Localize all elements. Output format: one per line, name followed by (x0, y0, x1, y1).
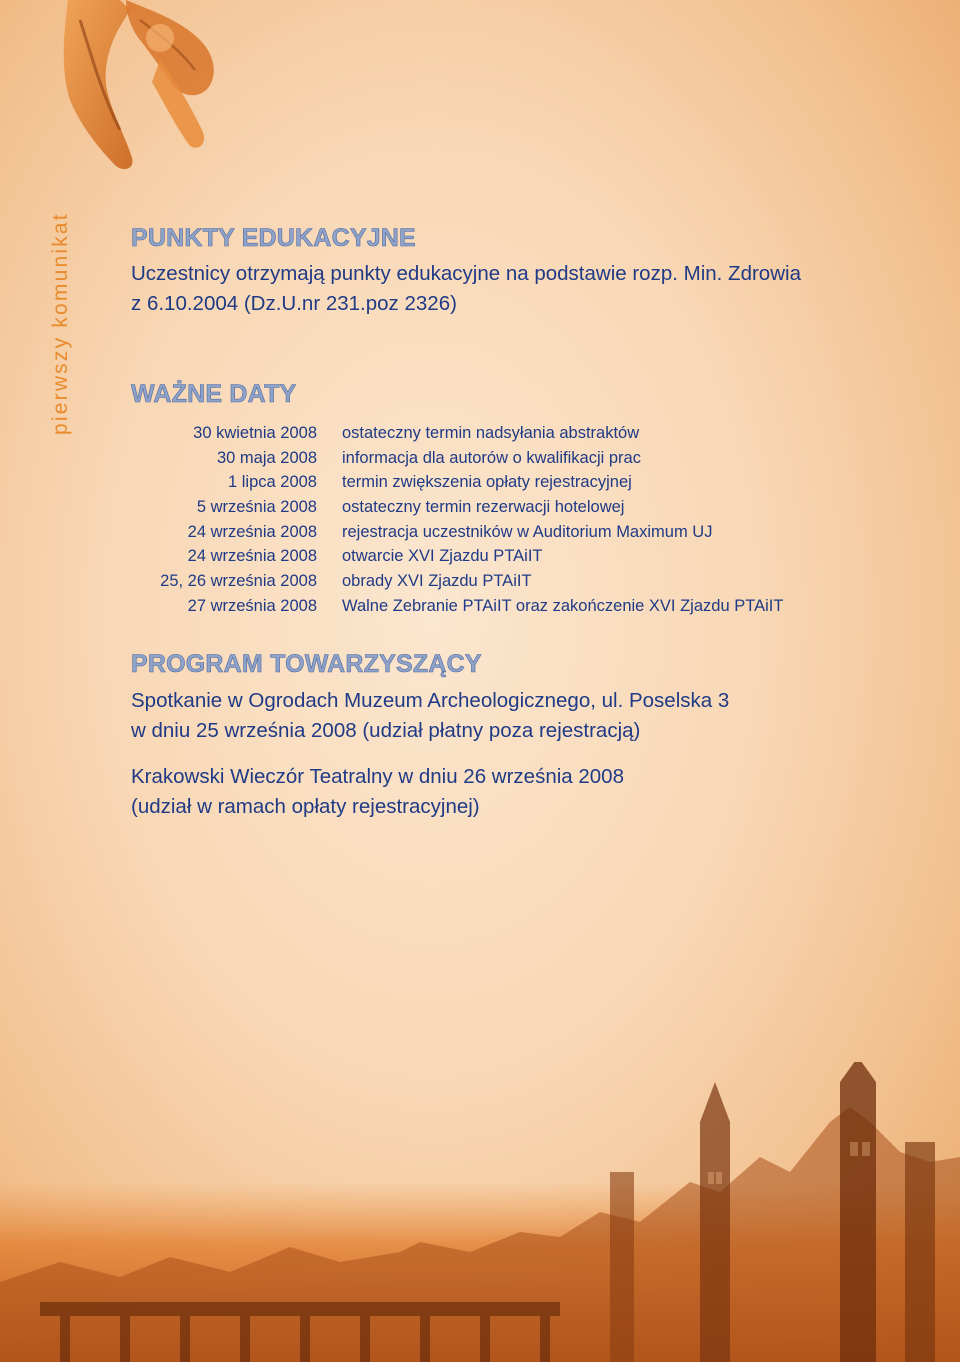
city-skyline-illustration (0, 1062, 960, 1362)
event-cell: Walne Zebranie PTAiIT oraz zakończenie XVI Zjazdu PTAiIT (342, 596, 784, 615)
date-row (131, 544, 851, 569)
event-cell: ostateczny termin nadsyłania abstraktów (342, 423, 640, 442)
event-cell: obrady XVI Zjazdu PTAiIT (342, 571, 532, 590)
date-row (131, 594, 851, 619)
important-dates-table (131, 421, 851, 619)
event-cell: otwarcie XVI Zjazdu PTAiIT (342, 547, 543, 566)
event-cell: ostateczny termin rezerwacji hotelowej (342, 497, 625, 516)
date-cell: 27 września 2008 (187, 596, 317, 615)
section-title-program-towarzyszacy: PROGRAM TOWARZYSZĄCY (131, 650, 482, 678)
date-cell: 5 września 2008 (196, 497, 317, 516)
program-line-2: w dniu 25 września 2008 (udział płatny poza rejestracją) (131, 719, 641, 742)
edukacyjne-line-2: z 6.10.2004 (Dz.U.nr 231.poz 2326) (131, 292, 457, 315)
date-row (131, 470, 851, 495)
edukacyjne-line-1: Uczestnicy otrzymają punkty edukacyjne na podstawie rozp. Min. Zdrowia (131, 262, 801, 285)
date-cell: 30 kwietnia 2008 (193, 423, 317, 442)
date-row (131, 446, 851, 471)
section-title-wazne-daty: WAŻNE DATY (131, 380, 297, 408)
program-line-4: (udział w ramach opłaty rejestracyjnej) (131, 795, 480, 818)
event-cell: informacja dla autorów o kwalifikacji prac (342, 448, 641, 467)
date-cell: 30 maja 2008 (217, 448, 317, 467)
date-cell: 24 września 2008 (187, 522, 317, 541)
event-cell: termin zwiększenia opłaty rejestracyjnej (342, 473, 632, 492)
date-cell: 1 lipca 2008 (228, 473, 317, 492)
date-row (131, 520, 851, 545)
section-title-punkty-edukacyjne: PUNKTY EDUKACYJNE (131, 224, 416, 252)
hand-illustration (40, 0, 230, 180)
event-cell: rejestracja uczestników w Auditorium Maximum UJ (342, 522, 713, 541)
side-label: pierwszy komunikat (49, 212, 72, 435)
date-cell: 25, 26 września 2008 (160, 571, 317, 590)
date-cell: 24 września 2008 (187, 547, 317, 566)
program-line-1: Spotkanie w Ogrodach Muzeum Archeologicznego, ul. Poselska 3 (131, 689, 730, 712)
date-row (131, 421, 851, 446)
date-row (131, 495, 851, 520)
date-row (131, 569, 851, 594)
program-line-3: Krakowski Wieczór Teatralny w dniu 26 września 2008 (131, 765, 624, 788)
